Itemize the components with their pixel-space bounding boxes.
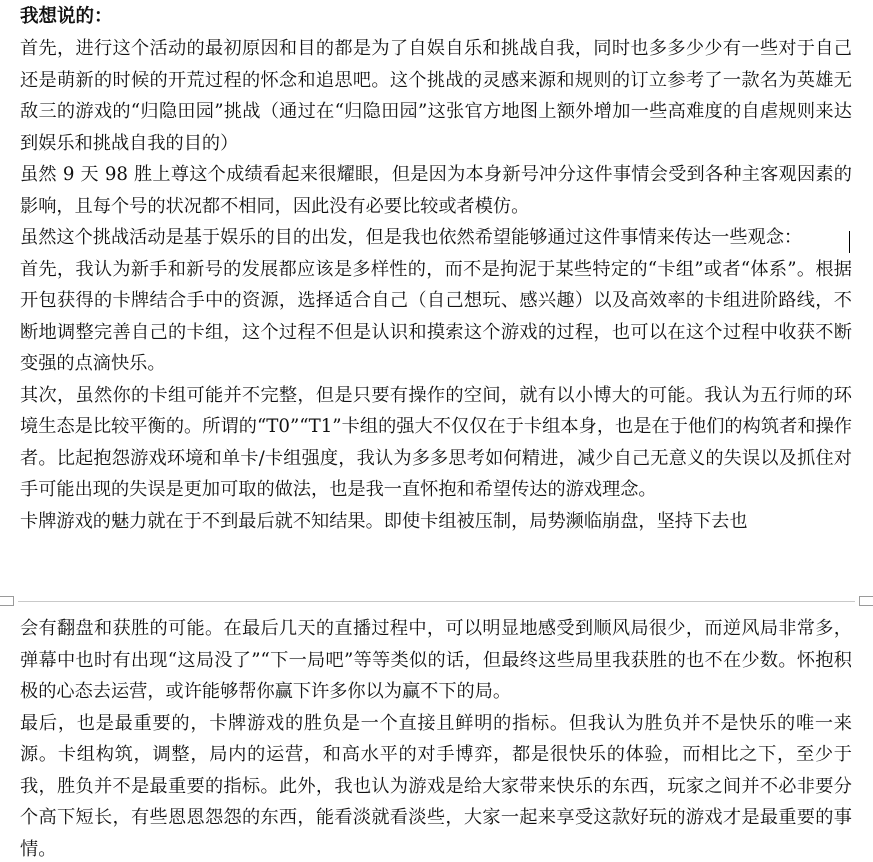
page-break-right-marker (859, 596, 873, 606)
paragraph-third-point-start: 卡牌游戏的魅力就在于不到最后就不知结果。即使卡组被压制，局势濒临崩盘，坚持下去也 (20, 510, 748, 532)
page-break-left-marker (0, 596, 14, 606)
page-break-separator (0, 590, 873, 614)
document-body-page-2[interactable] (20, 613, 852, 862)
text-cursor (849, 231, 850, 253)
paragraph-final-point: 最后，也是最重要的，卡牌游戏的胜负是一个直接且鲜明的指标。但我认为胜负并不是快乐的唯一来源。卡组构筑，调整，局内的运营，和高水平的对手博弈，都是很快乐的体验，而相比之下，至少于我，胜负并不是最重要的指标。此外，我也认为游戏是给大家带来快乐的东西，玩家之间并不必非要分个高下短长，有些恩恩怨怨的东西，能看淡就看淡些，大家一起来享受这款好玩的游戏才是最重要的事情。 (20, 712, 852, 860)
document-body-page-1[interactable] (20, 33, 852, 537)
paragraph-second-point: 其次，虽然你的卡组可能并不完整，但是只要有操作的空间，就有以小博大的可能。我认为五行师的环境生态是比较平衡的。所谓的“T0”“T1”卡组的强大不仅仅在于卡组本身，也是在于他们的构筑者和操作者。比起抱怨游戏环境和单卡/卡组强度，我认为多多思考如何精进，减少自己无意义的失误以及抓住对手可能出现的失误是更加可取的做法，也是我一直怀抱和希望传达的游戏理念。 (20, 384, 852, 500)
paragraph-third-point-continued: 会有翻盘和获胜的可能。在最后几天的直播过程中，可以明显地感受到顺风局很少，而逆风局非常多，弹幕中也时有出现“这局没了”“下一局吧”等等类似的话，但最终这些局里我获胜的也不在少数。怀抱积极的心态去运营，或许能够帮你赢下许多你以为赢不下的局。 (20, 618, 852, 702)
document-title: 我想说的： (20, 6, 113, 27)
paragraph-achievement: 虽然 9 天 98 胜上尊这个成绩看起来很耀眼，但是因为本身新号冲分这件事情会受到各种主客观因素的影响，且每个号的状况都不相同，因此没有必要比较或者模仿。 (20, 164, 852, 217)
paragraph-motivation: 首先，进行这个活动的最初原因和目的都是为了自娱自乐和挑战自我，同时也多多少少有一些对于自己还是萌新的时候的开荒过程的怀念和追思吧。这个挑战的灵感来源和规则的订立参考了一款名为英雄无敌三的游戏的“归隐田园”挑战（通过在“归隐田园”这张官方地图上额外增加一些高难度的自虐规则来达到娱乐和挑战自我的目的） (20, 38, 852, 154)
paragraph-first-point: 首先，我认为新手和新号的发展都应该是多样性的，而不是拘泥于某些特定的“卡组”或者“体系”。根据开包获得的卡牌结合手中的资源，选择适合自己（自己想玩、感兴趣）以及高效率的卡组进阶路线，不断地调整完善自己的卡组，这个过程不但是认识和摸索这个游戏的过程，也可以在这个过程中收获不断变强的点滴快乐。 (20, 258, 852, 374)
paragraph-intent: 虽然这个挑战活动是基于娱乐的目的出发，但是我也依然希望能够通过这件事情来传达一些观念： (20, 227, 803, 248)
page-break-line (18, 601, 855, 602)
